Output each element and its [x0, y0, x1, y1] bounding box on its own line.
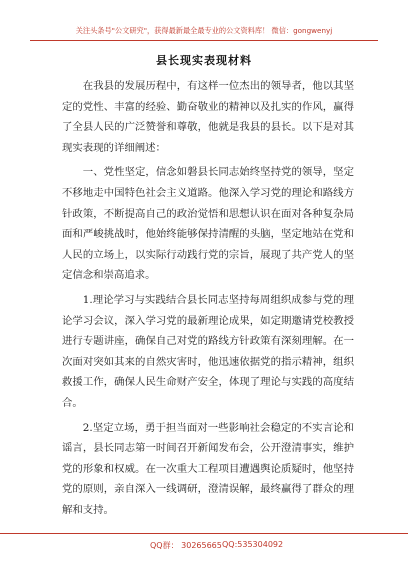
paragraph-intro: 在我县的发展历程中，有这样一位杰出的领导者，他以其坚定的党性、丰富的经验、勤奋敬业的精神以及扎实的作风，赢得了全县人民的广泛赞誉和尊敬，他就是我县的县长。以下是对其现实表现的详细阐述： [62, 80, 354, 154]
page-footer [0, 533, 408, 558]
document-body [62, 76, 354, 524]
footer-qq-number: QQ:535304092 [222, 540, 284, 549]
header-divider [30, 40, 378, 41]
paragraph-item-2: 2.坚定立场，勇于担当面对一些影响社会稳定的不实言论和谣言，县长同志第一时间召开新闻发布会，公开澄清事实，维护党的形象和权威。在一次重大工程项目遭遇舆论质疑时，他坚持党的原则，亲自深入一线调研，澄清误解，最终赢得了群众的理解和支持。 [62, 421, 354, 516]
paragraph-item-1: 1.理论学习与实践结合县长同志坚持每周组织成参与党的理论学习会议，深入学习党的最新理论成果，如定期邀请党校教授进行专题讲座，确保自己对党的路线方针政策有深刻理解。在一次面对突如其来的自然灾害时，他迅速依据党的指示精神，组织救援工作，确保人民生命财产安全，体现了理论与实践的高度结合。 [62, 293, 354, 409]
header-promo-note: 关注头条号"公文研究"，获得最新最全最专业的公文资料库！ 微信：gongwenyj [75, 26, 333, 35]
document-title: 县长现实表现材料 [156, 54, 252, 67]
paragraph-section-1: 一、党性坚定，信念如磐县长同志始终坚持党的领导，坚定不移地走中国特色社会主义道路。他深入学习党的理论和路线方针政策，不断提高自己的政治觉悟和思想认识在面对各种复杂局面和严峻挑战时，他始终能够保持清醒的头脑，坚定地站在党和人民的立场上，以实际行动践行党的宗旨，展现了共产党人的坚定信念和崇高追求。 [62, 166, 354, 282]
footer-qq-group: QQ群： 30265665 [150, 541, 222, 550]
